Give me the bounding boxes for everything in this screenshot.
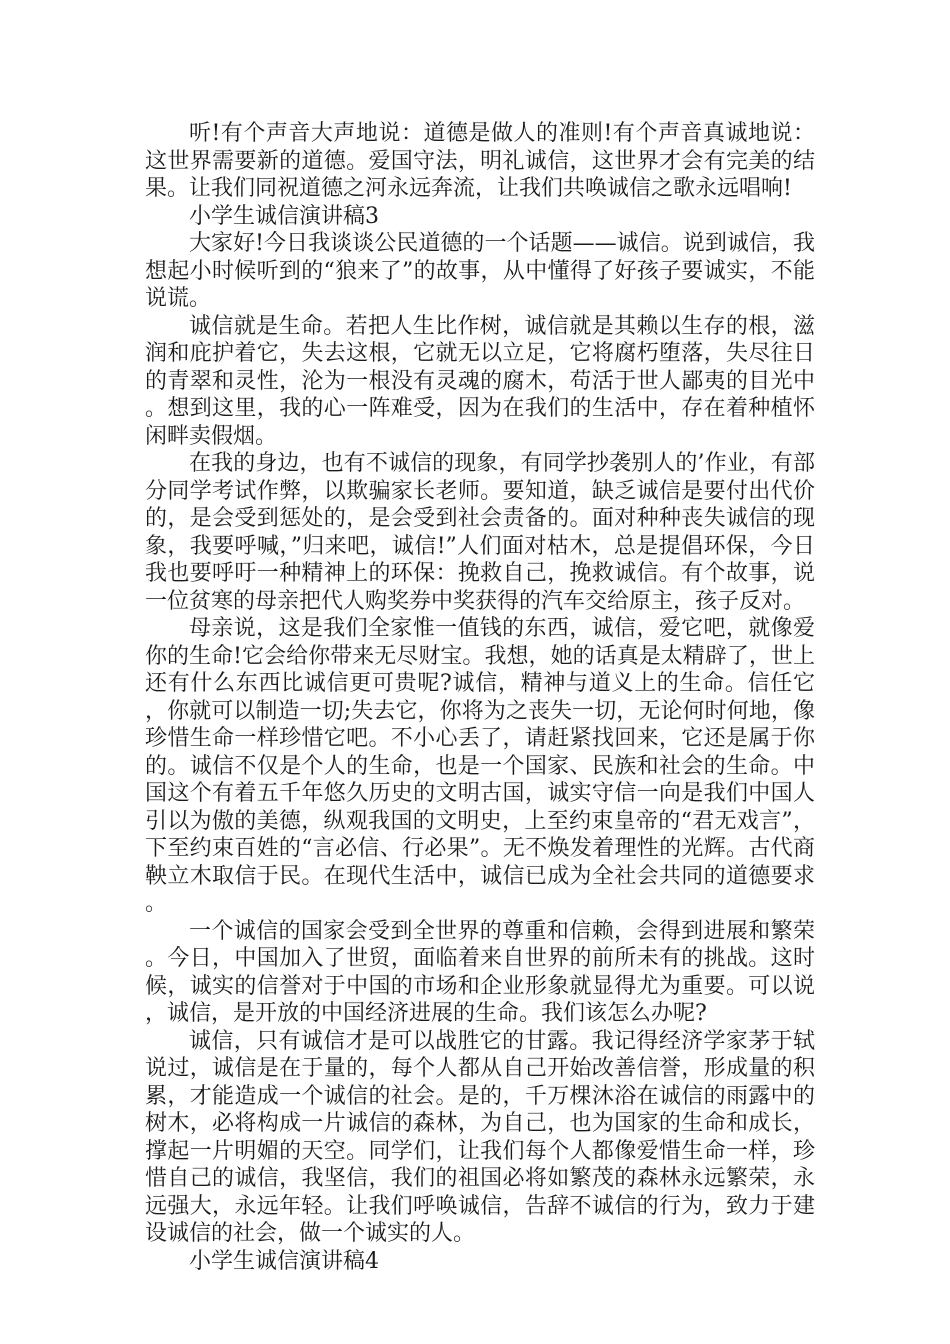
document-body — [145, 120, 815, 1275]
paragraph-mother-said: 母亲说，这是我们全家惟一值钱的东西，诚信，爱它吧，就像爱你的生命!它会给你带来无尽财宝。我想，她的话真是太精辟了，世上还有什么东西比诚信更可贵呢?诚信，精神与道义上的生命。信任它，你就可以制造一切;失去它，你将为之丧失一切，无论何时何地，像珍惜生命一样珍惜它吧。不小心丢了，请赶紧找回来，它还是属于你的。诚信不仅是个人的生命，也是一个国家、民族和社会的生命。中国这个有着五千年悠久历史的文明古国，诚实守信一向是我们中国人引以为傲的美德，纵观我国的文明史，上至约束皇帝的“君无戏言”，下至约束百姓的“言必信、行必果”。无不焕发着理性的光辉。古代商鞅立木取信于民。在现代生活中，诚信已成为全社会共同的道德要求。 — [145, 616, 815, 916]
paragraph-opening-close: 听!有个声音大声地说：道德是做人的准则!有个声音真诚地说：这世界需要新的道德。爱国守法，明礼诚信，这世界才会有完美的结果。让我们同祝道德之河永远奔流，让我们共唤诚信之歌永远唱响! — [145, 121, 815, 201]
paragraph-around-me: 在我的身边，也有不诚信的现象，有同学抄袭别人的’作业，有部分同学考试作弊，以欺骗家长老师。要知道，缺乏诚信是要付出代价的，是会受到惩处的，是会受到社会责备的。面对种种丧失诚信的现象，我要呼喊，”归来吧，诚信!”人们面对枯木，总是提倡环保，今日我也要呼吁一种精神上的环保：挽救自己，挽救诚信。有个故事，说一位贫寒的母亲把代人购奖券中奖获得的汽车交给原主，孩子反对。 — [145, 451, 815, 614]
paragraph-conclusion: 诚信，只有诚信才是可以战胜它的甘露。我记得经济学家茅于轼说过，诚信是在于量的，每个人都从自己开始改善信誉，形成量的积累，才能造成一个诚信的社会。是的，千万棵沐浴在诚信的雨露中的树木，必将构成一片诚信的森林，为自己，也为国家的生命和成长，撑起一片明媚的天空。同学们，让我们每个人都像爱惜生命一样，珍惜自己的诚信，我坚信，我们的祖国必将如繁茂的森林永远繁荣，永远强大，永远年轻。让我们呼唤诚信，告辞不诚信的行为，致力于建设诚信的社会，做一个诚实的人。 — [145, 1028, 815, 1246]
section-heading-4: 小学生诚信演讲稿4 — [189, 1248, 379, 1274]
paragraph-integrity-is-life: 诚信就是生命。若把人生比作树，诚信就是其赖以生存的根，滋润和庇护着它，失去这根，它就无以立足，它将腐朽堕落，失尽往日的青翠和灵性，沦为一根没有灵魂的腐木，苟活于世人鄙夷的目光中。想到这里，我的心一阵难受，因为在我们的生活中，存在着种植怀闲畔卖假烟。 — [145, 313, 815, 449]
paragraph-nation-integrity: 一个诚信的国家会受到全世界的尊重和信赖，会得到进展和繁荣。今日，中国加入了世贸，面临着来自世界的前所未有的挑战。这时候，诚实的信誉对于中国的市场和企业形象就显得尤为重要。可以说，诚信，是开放的中国经济进展的生命。我们该怎么办呢? — [145, 918, 815, 1026]
paragraph-greeting: 大家好!今日我谈谈公民道德的一个话题——诚信。说到诚信，我想起小时候听到的“狼来了”的故事，从中懂得了好孩子要诚实，不能说谎。 — [145, 231, 815, 311]
section-heading-3: 小学生诚信演讲稿3 — [189, 203, 379, 229]
